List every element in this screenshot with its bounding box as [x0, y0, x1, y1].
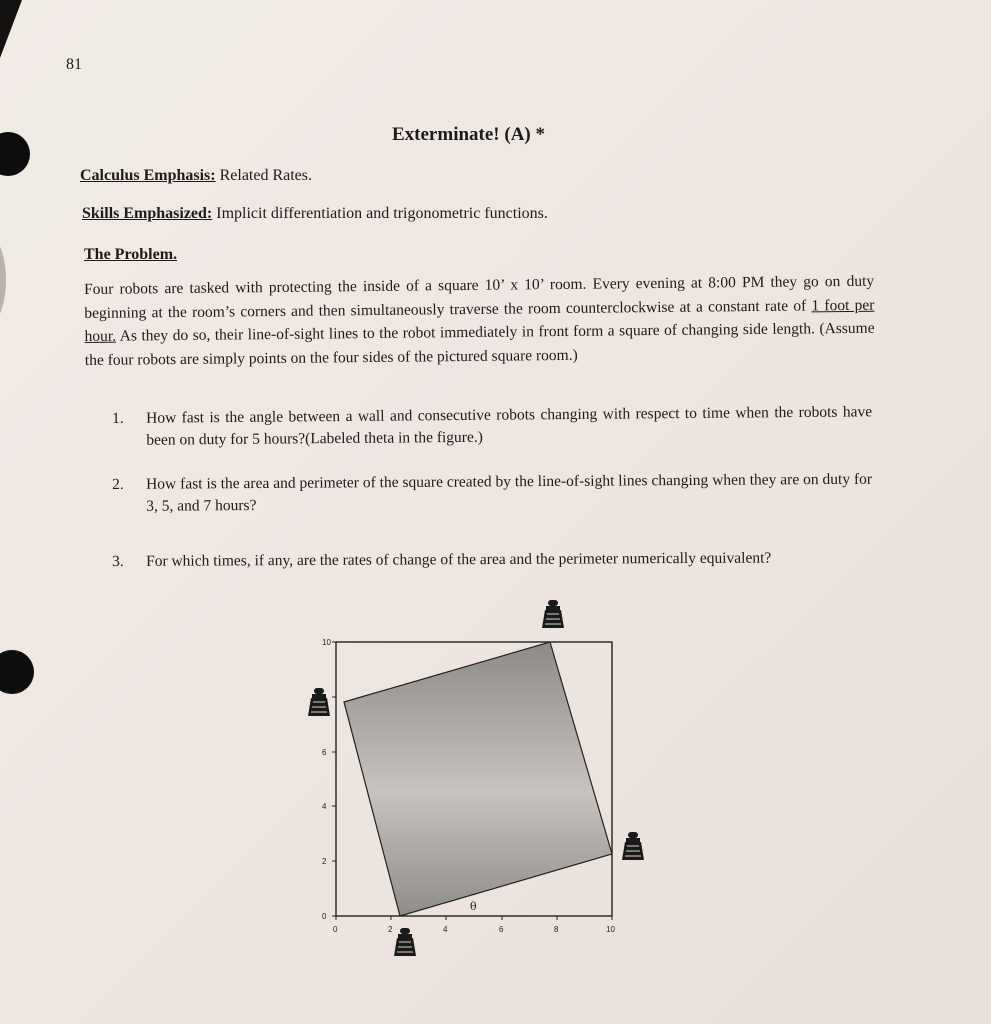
question-2 — [112, 469, 872, 518]
y-tick-label: 0 — [322, 912, 327, 921]
problem-paragraph — [84, 270, 875, 372]
binder-hole-top — [0, 132, 30, 176]
dalek-top-icon — [542, 600, 564, 628]
dalek-left-icon — [308, 688, 330, 716]
problem-text-part2: As they do so, their line-of-sight lines to the robot immediately in front form a square of changing side length. (Assume the four robots are simply points on the four sides of the pictured square room.) — [84, 319, 875, 369]
calculus-emphasis-label: Calculus Emphasis: — [80, 167, 216, 184]
problem-text-part1: Four robots are tasked with protecting the inside of a square 10’ x 10’ room. Every evening at 8:00 PM they go on duty beginning at the room’s corners and then simultaneously traverse the room counterclockwise at a constant rate of — [84, 272, 875, 322]
problem-text-underlined: 1 foot per hour. — [84, 296, 875, 345]
question-text: For which times, if any, are the rates of change of the area and the perimeter numerically equivalent? — [146, 549, 772, 570]
skills-emphasized — [82, 205, 548, 223]
x-tick-label: 10 — [606, 925, 615, 934]
line-of-sight-square — [344, 642, 612, 916]
y-tick-label: 6 — [322, 748, 327, 757]
dalek-bottom-icon — [394, 928, 416, 956]
binder-hole-bottom — [0, 650, 34, 694]
room-figure — [300, 596, 660, 966]
skills-emphasized-value: Implicit differentiation and trigonometric functions. — [212, 205, 548, 222]
skills-emphasized-label: Skills Emphasized: — [82, 205, 213, 222]
question-1 — [112, 401, 872, 452]
page-number: 81 — [66, 56, 82, 73]
x-tick-label: 0 — [333, 925, 338, 934]
dalek-right-icon — [622, 832, 644, 860]
question-text: How fast is the area and perimeter of the square created by the line-of-sight lines changing when they are on duty for 3, 5, and 7 hours? — [146, 470, 873, 515]
page-title: Exterminate! (A) * — [392, 124, 546, 145]
calculus-emphasis — [80, 167, 312, 185]
y-tick-label: 2 — [322, 857, 327, 866]
y-tick-label: 4 — [322, 802, 327, 811]
x-tick-label: 8 — [554, 925, 559, 934]
x-tick-label: 6 — [499, 925, 504, 934]
x-tick-label: 2 — [388, 925, 393, 934]
y-tick-label: 10 — [322, 638, 331, 647]
x-tick-label: 4 — [443, 925, 448, 934]
problem-heading: The Problem. — [84, 246, 178, 263]
question-number: 2. — [112, 475, 124, 493]
question-number: 3. — [112, 552, 124, 570]
binder-hole-shadow — [0, 230, 6, 330]
page-corner-shadow — [0, 0, 22, 58]
theta-label: θ — [470, 900, 477, 913]
question-number: 1. — [112, 409, 124, 427]
calculus-emphasis-value: Related Rates. — [215, 167, 313, 184]
question-3 — [112, 547, 872, 573]
question-text: How fast is the angle between a wall and consecutive robots changing with respect to time when the robots have been on duty for 5 hours?(Labeled theta in the figure.) — [146, 403, 873, 449]
